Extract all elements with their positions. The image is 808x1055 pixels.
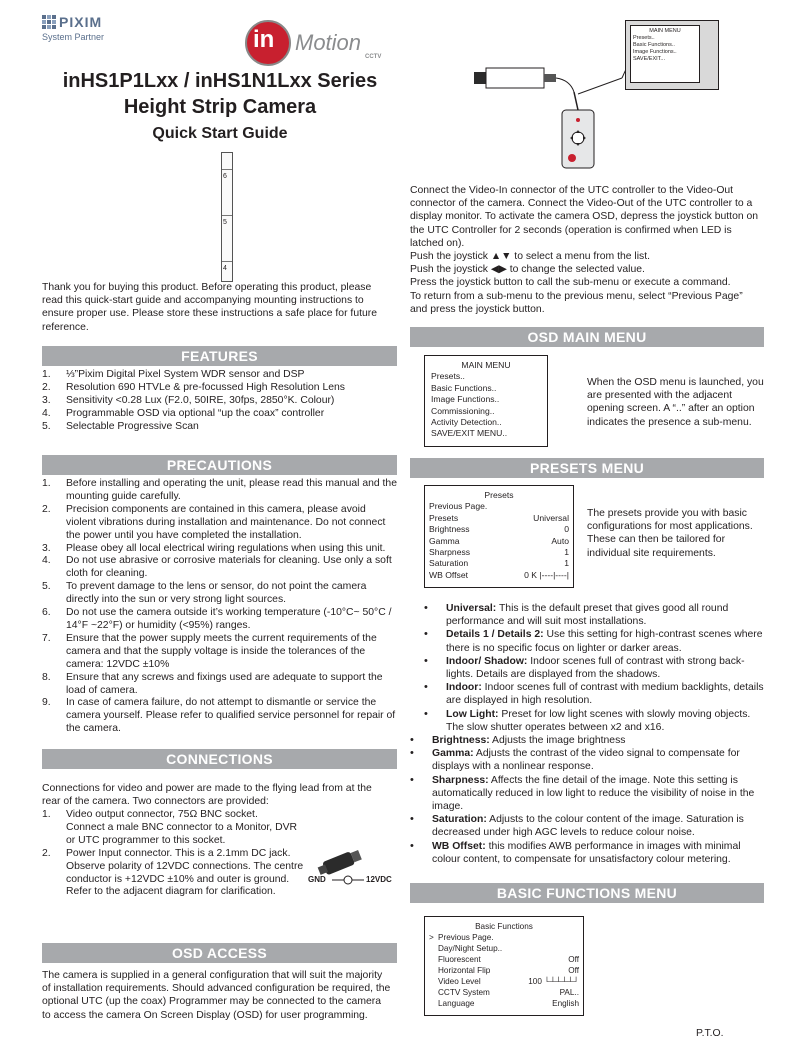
list-item: 1. ⅓”Pixim Digital Pixel System WDR sensor and DSP — [42, 369, 305, 380]
list-item: • Universal: This is the default preset that gives good all round performance and will suit most installations. — [424, 602, 729, 628]
list-item: 5. To prevent damage to the lens or sensor, do not point the camera directly into the sun or very strong light sources. — [42, 581, 367, 606]
list-item: 5. Selectable Progressive Scan — [42, 420, 199, 432]
gnd-label: GND — [308, 875, 326, 884]
list-item: 2. Resolution 690 HTVLe & pre-focussed High Resolution Lens — [42, 381, 345, 393]
title-line-3: Quick Start Guide — [152, 125, 288, 142]
list-item: • Saturation: Adjusts to the colour content of the image. Saturation is decreased under high AGC levels to reduce colour noise. — [410, 813, 744, 839]
list-item: • Sharpness: Affects the fine detail of the image. Note this setting is automatically reduced in low light to reduce the visibility of noise in the image. — [410, 773, 755, 813]
strip-mark-4: 4 — [223, 265, 227, 272]
height-strip-image — [221, 152, 233, 282]
menu-row: Gamma Auto — [429, 535, 569, 546]
list-item: 3. Sensitivity <0.28 Lux (F2.0, 50IRE, 30fps, 2850°K. Colour) — [42, 394, 335, 406]
diagram-monitor-screen: MAIN MENU Presets.. Basic Functions.. Image Functions.. SAVE/EXIT... — [630, 25, 700, 83]
osd-access-text: The camera is supplied in a general configuration that will suit the majority of installation requirements. Should advanced configuration be required, the optional UTC (up the coax) Programmer may be connected to the camera to access the camera On Screen Display (OSD) for user programming. — [42, 970, 391, 1021]
menu-row: Saturation 1 — [429, 558, 569, 569]
menu-row: Fluorescent Off — [438, 955, 579, 964]
osd-main-menu-screen: MAIN MENU Presets.. Basic Functions.. Image Functions.. Commissioning.. Activity Detection.. SAVE/EXIT MENU.. — [424, 355, 548, 447]
list-item: • Gamma: Adjusts the contrast of the video signal to compensate for displays with a nonlinear response. — [410, 747, 740, 773]
menu-row: Video Level 100 └┴┴┴┴┘ — [438, 977, 579, 986]
menu-cursor: > — [429, 933, 434, 942]
list-item: 6. Do not use the camera outside it’s working temperature (-10°C~ 50°C / 14°F ~22°F) or humidity (<95%) ranges. — [42, 607, 392, 631]
precautions-heading: PRECAUTIONS — [42, 455, 397, 475]
list-item: 4. Programmable OSD via optional “up the coax” controller — [42, 407, 325, 419]
list-item: 7. Ensure that the power supply meets the current requirements of the camera and that the supply voltage is inside the tolerances of the camera: 12VDC ±10% — [42, 632, 377, 670]
presets-menu-text: The presets provide you with basic configurations for most applications. These can then be tailored for individual site requirements. — [587, 508, 753, 559]
controller-instructions: Connect the Video-In connector of the UTC controller to the Video-Out connector of the camera. Connect the Video-Out of the UTC controller to a display monitor. To activate the camera OSD, depress the joystick button on the UTC Controller for 2 seconds (operation is confirmed when LED is latched on). Push the joystick ▲▼ to select a menu from the list. Push the joystick ◀▶ to change the selected value. Press the joystick button to call the sub-menu or execute a command. To return from a sub-menu to the previous menu, select “Previous Page” and press the joystick button. — [410, 185, 759, 315]
basic-functions-screen: Basic Functions > Previous Page. Day/Night Setup.. Fluorescent Off Horizontal Flip Off Video Level 100 └┴┴┴┴┘ CCTV System PAL.. Language English — [424, 916, 584, 1016]
list-item: 8. Ensure that any screws and fixings used are adequate to support the load of camera. — [42, 671, 383, 696]
inmotion-logo-cctv: CCTV — [365, 54, 382, 60]
pixim-logo — [42, 14, 132, 50]
menu-row: CCTV System PAL.. — [438, 988, 579, 997]
list-item: 4. Do not use abrasive or corrosive materials for cleaning. Use only a soft cloth for cleaning. — [42, 555, 392, 580]
pixim-logo-text: PIXIM — [59, 14, 103, 30]
list-item: • Brightness: Adjusts the image brightness — [410, 734, 626, 747]
document-title — [40, 68, 400, 146]
menu-row: Horizontal Flip Off — [438, 966, 579, 975]
osd-access-heading: OSD ACCESS — [42, 943, 397, 963]
strip-mark-5: 5 — [223, 219, 227, 226]
inmotion-logo-in: in — [253, 26, 275, 53]
list-item: 9. In case of camera failure, do not attempt to dismantle or service the camera yourself. Please refer to qualified service personnel for repair of the camera. — [42, 697, 396, 735]
presets-menu-screen: Presets Previous Page. Presets Universal Brightness 0 Gamma Auto Sharpness 1 Saturation 1 WB Offset 0 K |----|----| — [424, 485, 574, 588]
menu-row: Presets Universal — [429, 512, 569, 523]
diagram-monitor — [625, 20, 719, 90]
dc-jack-diagram — [308, 836, 400, 888]
12vdc-label: 12VDC — [366, 875, 392, 884]
list-item: • Indoor/ Shadow: Indoor scenes full of contrast with strong back-lights. Details are displayed from the shadows. — [424, 654, 745, 681]
pixim-logo-subtext: System Partner — [42, 32, 105, 42]
presets-menu-heading: PRESETS MENU — [410, 458, 764, 478]
features-heading: FEATURES — [42, 346, 397, 366]
menu-row: Day/Night Setup.. — [438, 944, 503, 953]
list-item: 3. Please obey all local electrical wiring regulations when using this unit. — [42, 542, 386, 554]
basic-functions-heading: BASIC FUNCTIONS MENU — [410, 883, 764, 903]
osd-main-menu-heading: OSD MAIN MENU — [410, 327, 764, 347]
inmotion-logo — [245, 20, 395, 66]
list-item: • Indoor: Indoor scenes full of contrast with medium backlights, details are displayed in high resolution. — [424, 681, 764, 707]
connections-heading: CONNECTIONS — [42, 749, 397, 769]
list-item: • WB Offset: this modifies AWB performance in images with minimal colour content, to compensate for unsatisfactory colour metering. — [410, 839, 741, 865]
intro-text: Thank you for buying this product. Before operating this product, please read this quick-start guide and accompanying mounting instructions to ensure proper use. Please store these instructions a safe place for future reference. — [42, 282, 377, 333]
features-list — [42, 369, 397, 434]
list-item: 1. Video output connector, 75Ω BNC socket. Connect a male BNC connector to a Monitor, DVR or UTC programmer to this socket. — [42, 809, 298, 846]
menu-row: Brightness 0 — [429, 524, 569, 535]
title-line-2: Height Strip Camera — [123, 96, 317, 118]
menu-row: WB Offset 0 K |----|----| — [429, 569, 569, 580]
pto-label: P.T.O. — [696, 1028, 724, 1039]
list-item: • Low Light: Preset for low light scenes with slowly moving objects. The slow shutter operates between x2 and x16. — [424, 707, 751, 733]
menu-row: Sharpness 1 — [429, 547, 569, 558]
list-item: 2. Power Input connector. This is a 2.1mm DC jack. Observe polarity of 12VDC connections. The centre conductor is +12VDC ±10% and outer is ground. Refer to the adjacent diagram for clarification. — [42, 847, 304, 898]
strip-mark-6: 6 — [223, 173, 227, 180]
menu-row: > Previous Page. — [429, 933, 494, 942]
list-item: • Details 1 / Details 2: Use this setting for high-contrast scenes where there is no specific focus on lighter or darker areas. — [424, 628, 763, 654]
menu-row: Previous Page. — [429, 501, 488, 512]
inmotion-logo-motion: Motion — [295, 30, 362, 55]
pixim-logo-mark — [42, 15, 56, 29]
list-item: 1. Before installing and operating the unit, please read this manual and the mounting guide carefully. — [42, 478, 397, 502]
precautions-list — [42, 478, 397, 736]
utc-connection-diagram — [470, 20, 760, 170]
osd-main-menu-text: When the OSD menu is launched, you are presented with the adjacent opening screen. A “..” after an option indicates the presence a sub-menu. — [587, 377, 764, 428]
list-item: 2. Precision components are contained in this camera, please avoid violent vibrations during installation and maintenance. Do not connect the power until you have completed the installation. — [42, 503, 386, 541]
presets-bullet-list — [410, 602, 764, 866]
connections-intro: Connections for video and power are made to the flying lead from at the rear of the camera. Two connectors are provided: — [42, 783, 372, 808]
menu-row: Language English — [438, 999, 579, 1008]
title-line-1: inHS1P1Lxx / inHS1N1Lxx Series — [62, 70, 378, 92]
